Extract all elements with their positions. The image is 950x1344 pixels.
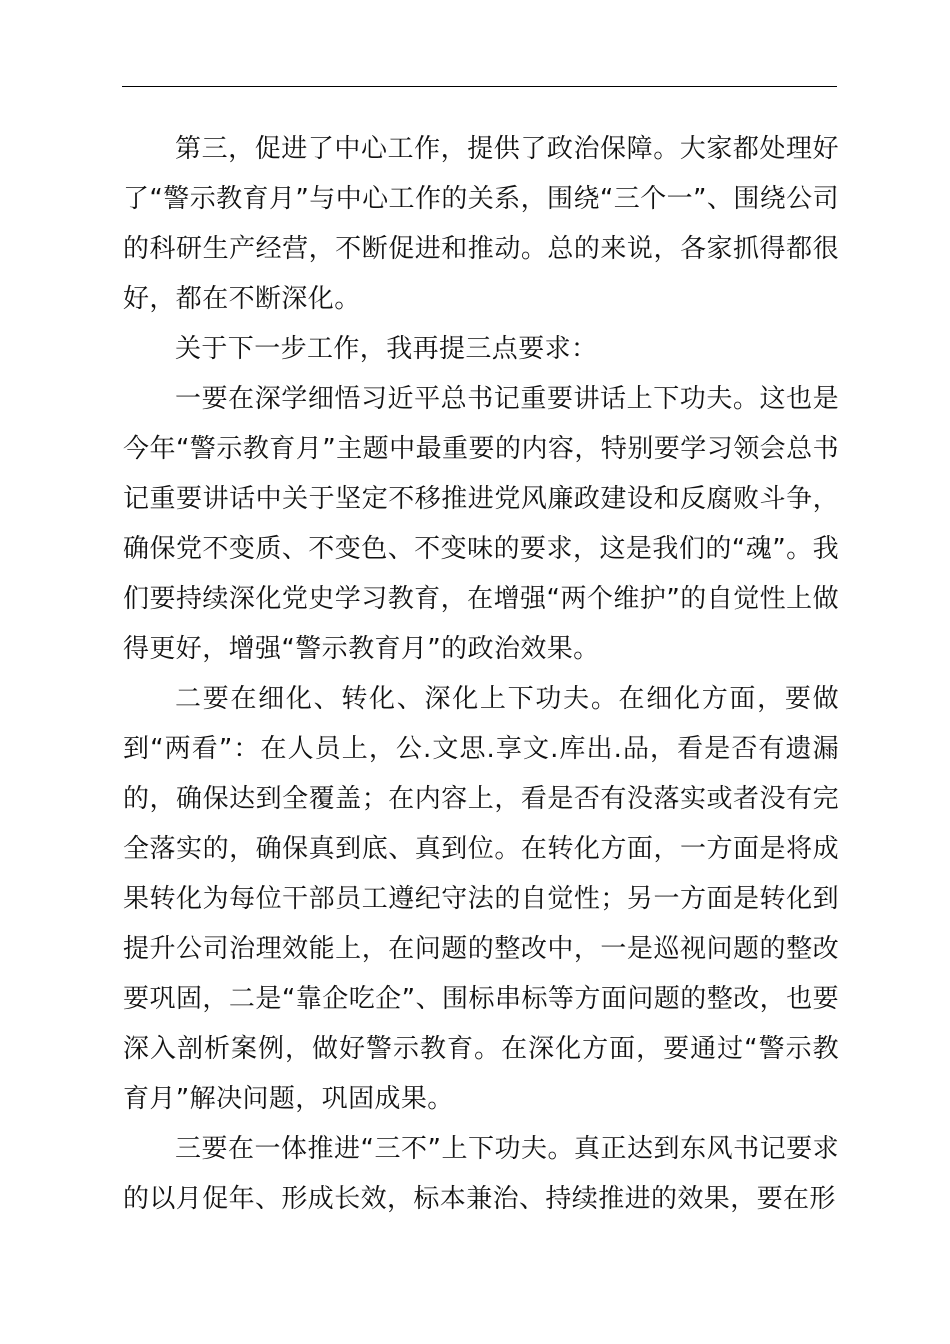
paragraph-requirement-one: 一要在深学细悟习近平总书记重要讲话上下功夫。这也是今年“警示教育月”主题中最重要的内容，特别要学习领会总书记重要讲话中关于坚定不移推进党风廉政建设和反腐败斗争，确保党不变质、不变色、不变味的要求，这是我们的“魂”。我们要持续深化党史学习教育，在增强“两个维护”的自觉性上做得更好，增强“警示教育月”的政治效果。 — [123, 384, 839, 664]
paragraph-requirement-two: 二要在细化、转化、深化上下功夫。在细化方面，要做到“两看”：在人员上，公.文思.享文.库出.品，看是否有遗漏的，确保达到全覆盖；在内容上，看是否有没落实或者没有完全落实的，确保真到底、真到位。在转化方面，一方面是将成果转化为每位干部员工遵纪守法的自觉性；另一方面是转化到提升公司治理效能上，在问题的整改中，一是巡视问题的整改要巩固，二是“靠企吃企”、围标串标等方面问题的整改，也要深入剖析案例，做好警示教育。在深化方面，要通过“警示教育月”解决问题，巩固成果。 — [123, 684, 839, 1114]
paragraph-requirement-three: 三要在一体推进“三不”上下功夫。真正达到东风书记要求的以月促年、形成长效，标本兼治、持续推进的效果，要在形 — [123, 1134, 839, 1214]
header-rule — [122, 86, 837, 87]
document-body — [123, 124, 839, 1224]
paragraph-next-steps-intro: 关于下一步工作，我再提三点要求： — [175, 334, 598, 364]
paragraph-third-point: 第三，促进了中心工作，提供了政治保障。大家都处理好了“警示教育月”与中心工作的关系，围绕“三个一”、围绕公司的科研生产经营，不断促进和推动。总的来说，各家抓得都很好，都在不断深化。 — [123, 134, 839, 314]
